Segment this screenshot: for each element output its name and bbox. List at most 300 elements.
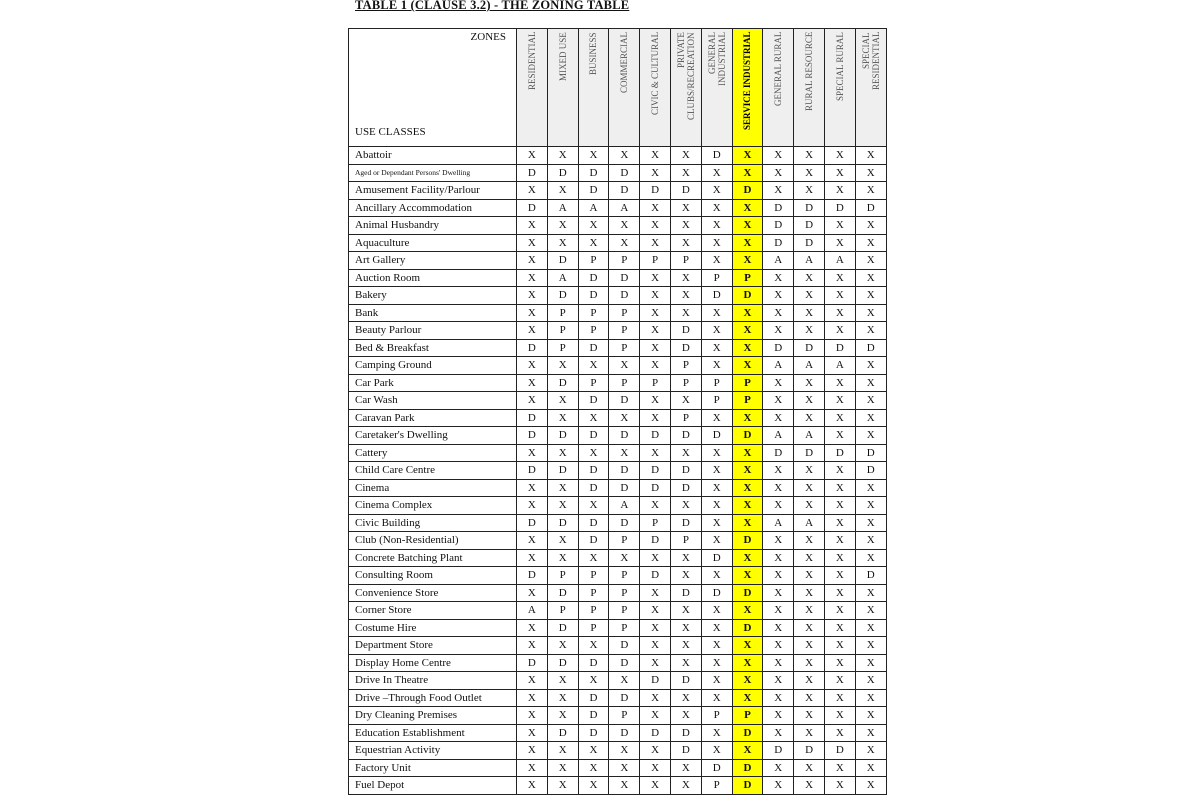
permission-cell: X	[670, 199, 701, 217]
use-class-name: Factory Unit	[349, 759, 517, 777]
permission-cell: X	[763, 777, 794, 795]
permission-cell: X	[517, 479, 548, 497]
permission-cell: X	[763, 689, 794, 707]
use-class-name: Consulting Room	[349, 567, 517, 585]
permission-cell: P	[578, 584, 609, 602]
table-row	[349, 497, 887, 515]
permission-cell: X	[794, 409, 825, 427]
zone-header-cell	[640, 29, 671, 147]
table-row	[349, 234, 887, 252]
permission-cell: D	[732, 532, 763, 550]
table-row	[349, 567, 887, 585]
permission-cell: X	[794, 584, 825, 602]
permission-cell: D	[517, 654, 548, 672]
table-row	[349, 392, 887, 410]
permission-cell: X	[517, 234, 548, 252]
permission-cell: D	[640, 182, 671, 200]
permission-cell: X	[517, 357, 548, 375]
permission-cell: X	[855, 637, 886, 655]
permission-cell: X	[794, 759, 825, 777]
permission-cell: X	[855, 409, 886, 427]
permission-cell: X	[578, 759, 609, 777]
permission-cell: X	[670, 147, 701, 165]
permission-cell: P	[578, 252, 609, 270]
permission-cell: X	[517, 444, 548, 462]
permission-cell: X	[670, 287, 701, 305]
permission-cell: D	[855, 462, 886, 480]
permission-cell: X	[640, 777, 671, 795]
permission-cell: X	[701, 357, 732, 375]
permission-cell: P	[578, 602, 609, 620]
permission-cell: X	[609, 759, 640, 777]
permission-cell: X	[855, 164, 886, 182]
permission-cell: D	[670, 724, 701, 742]
permission-cell: X	[855, 217, 886, 235]
permission-cell: P	[609, 532, 640, 550]
permission-cell: D	[824, 339, 855, 357]
permission-cell: X	[578, 409, 609, 427]
permission-cell: X	[732, 549, 763, 567]
permission-cell: P	[670, 374, 701, 392]
permission-cell: D	[547, 724, 578, 742]
permission-cell: X	[763, 724, 794, 742]
permission-cell: D	[670, 584, 701, 602]
permission-cell: X	[763, 462, 794, 480]
permission-cell: X	[824, 427, 855, 445]
permission-cell: P	[701, 777, 732, 795]
permission-cell: D	[609, 637, 640, 655]
permission-cell: D	[609, 514, 640, 532]
table-row	[349, 252, 887, 270]
permission-cell: D	[732, 182, 763, 200]
permission-cell: P	[609, 339, 640, 357]
permission-cell: X	[855, 514, 886, 532]
table-row	[349, 217, 887, 235]
permission-cell: X	[824, 304, 855, 322]
permission-cell: D	[670, 182, 701, 200]
permission-cell: X	[855, 304, 886, 322]
permission-cell: X	[547, 777, 578, 795]
permission-cell: D	[732, 619, 763, 637]
use-class-name: Education Establishment	[349, 724, 517, 742]
permission-cell: D	[855, 444, 886, 462]
permission-cell: X	[824, 654, 855, 672]
permission-cell: X	[517, 549, 548, 567]
permission-cell: X	[701, 742, 732, 760]
permission-cell: X	[763, 619, 794, 637]
permission-cell: X	[763, 409, 794, 427]
permission-cell: X	[640, 602, 671, 620]
permission-cell: X	[547, 637, 578, 655]
permission-cell: X	[670, 497, 701, 515]
permission-cell: X	[855, 549, 886, 567]
permission-cell: X	[517, 777, 548, 795]
permission-cell: X	[824, 287, 855, 305]
permission-cell: X	[855, 654, 886, 672]
permission-cell: D	[578, 339, 609, 357]
permission-cell: D	[517, 409, 548, 427]
permission-cell: X	[855, 147, 886, 165]
permission-cell: X	[824, 549, 855, 567]
permission-cell: D	[517, 567, 548, 585]
permission-cell: X	[640, 689, 671, 707]
permission-cell: D	[732, 584, 763, 602]
permission-cell: X	[517, 689, 548, 707]
permission-cell: X	[547, 147, 578, 165]
permission-cell: D	[547, 164, 578, 182]
permission-cell: D	[670, 427, 701, 445]
table-row	[349, 462, 887, 480]
use-class-name: Child Care Centre	[349, 462, 517, 480]
permission-cell: X	[763, 479, 794, 497]
permission-cell: P	[670, 252, 701, 270]
permission-cell: D	[732, 287, 763, 305]
table-row	[349, 602, 887, 620]
permission-cell: X	[824, 532, 855, 550]
permission-cell: X	[763, 322, 794, 340]
permission-cell: P	[547, 602, 578, 620]
permission-cell: D	[609, 392, 640, 410]
permission-cell: X	[763, 567, 794, 585]
permission-cell: X	[732, 199, 763, 217]
permission-cell: X	[517, 672, 548, 690]
permission-cell: X	[763, 269, 794, 287]
permission-cell: X	[609, 234, 640, 252]
permission-cell: D	[578, 532, 609, 550]
permission-cell: D	[517, 514, 548, 532]
table-row	[349, 654, 887, 672]
permission-cell: X	[547, 217, 578, 235]
zone-header-label: SPECIAL RURAL	[834, 32, 845, 101]
permission-cell: X	[732, 164, 763, 182]
permission-cell: A	[763, 514, 794, 532]
permission-cell: X	[732, 234, 763, 252]
permission-cell: X	[732, 672, 763, 690]
permission-cell: X	[855, 742, 886, 760]
use-class-name: Drive –Through Food Outlet	[349, 689, 517, 707]
permission-cell: X	[547, 409, 578, 427]
permission-cell: X	[794, 182, 825, 200]
zone-header-label: PRIVATE CLUBS/RECREATION	[675, 32, 696, 120]
permission-cell: P	[547, 339, 578, 357]
permission-cell: X	[670, 637, 701, 655]
permission-cell: X	[732, 462, 763, 480]
permission-cell: D	[547, 462, 578, 480]
permission-cell: X	[855, 182, 886, 200]
permission-cell: X	[701, 497, 732, 515]
permission-cell: P	[547, 322, 578, 340]
permission-cell: X	[517, 269, 548, 287]
permission-cell: D	[578, 707, 609, 725]
permission-cell: X	[547, 549, 578, 567]
permission-cell: X	[517, 497, 548, 515]
table-row	[349, 689, 887, 707]
permission-cell: X	[517, 619, 548, 637]
permission-cell: D	[824, 199, 855, 217]
permission-cell: A	[609, 497, 640, 515]
permission-cell: X	[517, 304, 548, 322]
zone-header-label: CIVIC & CULTURAL	[650, 32, 661, 116]
permission-cell: X	[824, 462, 855, 480]
permission-cell: X	[609, 409, 640, 427]
table-row	[349, 549, 887, 567]
permission-cell: X	[640, 269, 671, 287]
permission-cell: X	[609, 217, 640, 235]
permission-cell: X	[794, 602, 825, 620]
permission-cell: X	[640, 199, 671, 217]
permission-cell: D	[670, 339, 701, 357]
permission-cell: X	[578, 637, 609, 655]
table-row	[349, 672, 887, 690]
permission-cell: D	[824, 444, 855, 462]
permission-cell: X	[794, 549, 825, 567]
zone-header-label: SERVICE INDUSTRIAL	[742, 32, 753, 131]
permission-cell: X	[701, 602, 732, 620]
table-row	[349, 532, 887, 550]
permission-cell: X	[855, 269, 886, 287]
permission-cell: X	[701, 322, 732, 340]
permission-cell: X	[763, 549, 794, 567]
permission-cell: X	[794, 147, 825, 165]
permission-cell: D	[794, 742, 825, 760]
table-row	[349, 707, 887, 725]
use-class-name: Fuel Depot	[349, 777, 517, 795]
permission-cell: X	[701, 514, 732, 532]
permission-cell: X	[824, 182, 855, 200]
permission-cell: D	[794, 339, 825, 357]
permission-cell: A	[763, 357, 794, 375]
permission-cell: X	[640, 339, 671, 357]
permission-cell: D	[824, 742, 855, 760]
permission-cell: X	[670, 689, 701, 707]
permission-cell: P	[609, 602, 640, 620]
permission-cell: X	[855, 619, 886, 637]
permission-cell: X	[824, 707, 855, 725]
permission-cell: X	[824, 619, 855, 637]
permission-cell: X	[763, 602, 794, 620]
permission-cell: P	[670, 532, 701, 550]
permission-cell: D	[794, 444, 825, 462]
use-class-name: Abattoir	[349, 147, 517, 165]
permission-cell: X	[794, 304, 825, 322]
permission-cell: P	[732, 392, 763, 410]
table-row	[349, 199, 887, 217]
permission-cell: X	[732, 654, 763, 672]
permission-cell: X	[578, 672, 609, 690]
permission-cell: P	[670, 409, 701, 427]
permission-cell: X	[701, 444, 732, 462]
table-row	[349, 147, 887, 165]
table-row	[349, 584, 887, 602]
permission-cell: X	[670, 392, 701, 410]
permission-cell: D	[640, 567, 671, 585]
permission-cell: X	[794, 164, 825, 182]
permission-cell: D	[794, 217, 825, 235]
permission-cell: X	[578, 234, 609, 252]
permission-cell: X	[794, 724, 825, 742]
permission-cell: D	[547, 514, 578, 532]
permission-cell: P	[640, 514, 671, 532]
permission-cell: D	[578, 724, 609, 742]
table-row	[349, 164, 887, 182]
permission-cell: D	[701, 584, 732, 602]
permission-cell: X	[640, 619, 671, 637]
permission-cell: X	[824, 147, 855, 165]
permission-cell: X	[855, 392, 886, 410]
permission-cell: X	[855, 357, 886, 375]
permission-cell: D	[855, 199, 886, 217]
permission-cell: X	[794, 269, 825, 287]
permission-cell: X	[640, 234, 671, 252]
permission-cell: X	[763, 182, 794, 200]
permission-cell: X	[670, 444, 701, 462]
permission-cell: D	[578, 269, 609, 287]
permission-cell: X	[732, 252, 763, 270]
permission-cell: X	[547, 182, 578, 200]
permission-cell: X	[794, 672, 825, 690]
permission-cell: P	[609, 374, 640, 392]
permission-cell: X	[578, 444, 609, 462]
permission-cell: D	[517, 199, 548, 217]
permission-cell: X	[855, 689, 886, 707]
permission-cell: X	[609, 742, 640, 760]
permission-cell: X	[824, 164, 855, 182]
permission-cell: X	[640, 409, 671, 427]
use-classes-label: USE CLASSES	[355, 126, 426, 138]
permission-cell: X	[824, 392, 855, 410]
permission-cell: X	[794, 637, 825, 655]
permission-cell: D	[609, 689, 640, 707]
permission-cell: P	[609, 567, 640, 585]
permission-cell: A	[763, 427, 794, 445]
permission-cell: D	[670, 742, 701, 760]
use-class-name: Car Wash	[349, 392, 517, 410]
permission-cell: X	[824, 584, 855, 602]
permission-cell: X	[517, 322, 548, 340]
permission-cell: X	[794, 322, 825, 340]
permission-cell: X	[824, 217, 855, 235]
permission-cell: X	[763, 164, 794, 182]
permission-cell: X	[640, 444, 671, 462]
use-class-name: Camping Ground	[349, 357, 517, 375]
permission-cell: X	[640, 549, 671, 567]
permission-cell: D	[578, 654, 609, 672]
table-row	[349, 409, 887, 427]
permission-cell: X	[824, 409, 855, 427]
permission-cell: X	[670, 654, 701, 672]
permission-cell: X	[701, 672, 732, 690]
use-class-name: Cinema	[349, 479, 517, 497]
table-row	[349, 322, 887, 340]
permission-cell: D	[578, 182, 609, 200]
permission-cell: X	[547, 742, 578, 760]
permission-cell: D	[547, 287, 578, 305]
use-class-name: Car Park	[349, 374, 517, 392]
permission-cell: P	[609, 304, 640, 322]
table-row	[349, 759, 887, 777]
zone-header-label: SPECIAL RESIDENTIAL	[860, 32, 881, 91]
permission-cell: D	[855, 339, 886, 357]
permission-cell: X	[855, 707, 886, 725]
permission-cell: X	[547, 689, 578, 707]
zone-header-label: RESIDENTIAL	[526, 32, 537, 91]
permission-cell: X	[732, 357, 763, 375]
zones-header-row	[349, 29, 887, 147]
use-class-name: Bakery	[349, 287, 517, 305]
permission-cell: D	[732, 759, 763, 777]
use-class-name: Drive In Theatre	[349, 672, 517, 690]
permission-cell: P	[701, 392, 732, 410]
permission-cell: D	[732, 724, 763, 742]
permission-cell: X	[609, 357, 640, 375]
permission-cell: D	[701, 549, 732, 567]
permission-cell: X	[609, 147, 640, 165]
permission-cell: A	[824, 252, 855, 270]
permission-cell: D	[794, 234, 825, 252]
permission-cell: P	[609, 619, 640, 637]
zone-header-cell	[732, 29, 763, 147]
permission-cell: D	[701, 759, 732, 777]
permission-cell: X	[701, 199, 732, 217]
permission-cell: X	[701, 724, 732, 742]
permission-cell: X	[609, 549, 640, 567]
permission-cell: X	[855, 724, 886, 742]
permission-cell: P	[547, 304, 578, 322]
permission-cell: X	[547, 444, 578, 462]
permission-cell: X	[732, 637, 763, 655]
permission-cell: X	[794, 374, 825, 392]
permission-cell: X	[732, 514, 763, 532]
permission-cell: X	[701, 252, 732, 270]
use-class-name: Bank	[349, 304, 517, 322]
permission-cell: X	[763, 287, 794, 305]
permission-cell: D	[609, 479, 640, 497]
table-row	[349, 444, 887, 462]
permission-cell: X	[855, 427, 886, 445]
permission-cell: X	[824, 637, 855, 655]
zone-header-cell	[547, 29, 578, 147]
permission-cell: D	[609, 287, 640, 305]
permission-cell: D	[763, 234, 794, 252]
permission-cell: D	[517, 462, 548, 480]
use-class-name: Costume Hire	[349, 619, 517, 637]
permission-cell: X	[640, 584, 671, 602]
permission-cell: D	[855, 567, 886, 585]
permission-cell: X	[732, 444, 763, 462]
permission-cell: X	[517, 724, 548, 742]
zone-header-label: MIXED USE	[557, 32, 568, 81]
use-class-name: Aged or Dependant Persons' Dwelling	[349, 164, 517, 182]
permission-cell: D	[609, 164, 640, 182]
permission-cell: D	[547, 427, 578, 445]
use-class-name: Display Home Centre	[349, 654, 517, 672]
permission-cell: D	[547, 584, 578, 602]
permission-cell: D	[640, 724, 671, 742]
permission-cell: D	[517, 339, 548, 357]
permission-cell: X	[547, 357, 578, 375]
zoning-table-body	[349, 147, 887, 795]
permission-cell: X	[517, 182, 548, 200]
permission-cell: D	[517, 164, 548, 182]
permission-cell: A	[824, 357, 855, 375]
permission-cell: X	[701, 182, 732, 200]
permission-cell: X	[670, 549, 701, 567]
use-class-name: Cinema Complex	[349, 497, 517, 515]
permission-cell: D	[609, 654, 640, 672]
permission-cell: X	[855, 287, 886, 305]
permission-cell: D	[670, 672, 701, 690]
permission-cell: X	[640, 217, 671, 235]
